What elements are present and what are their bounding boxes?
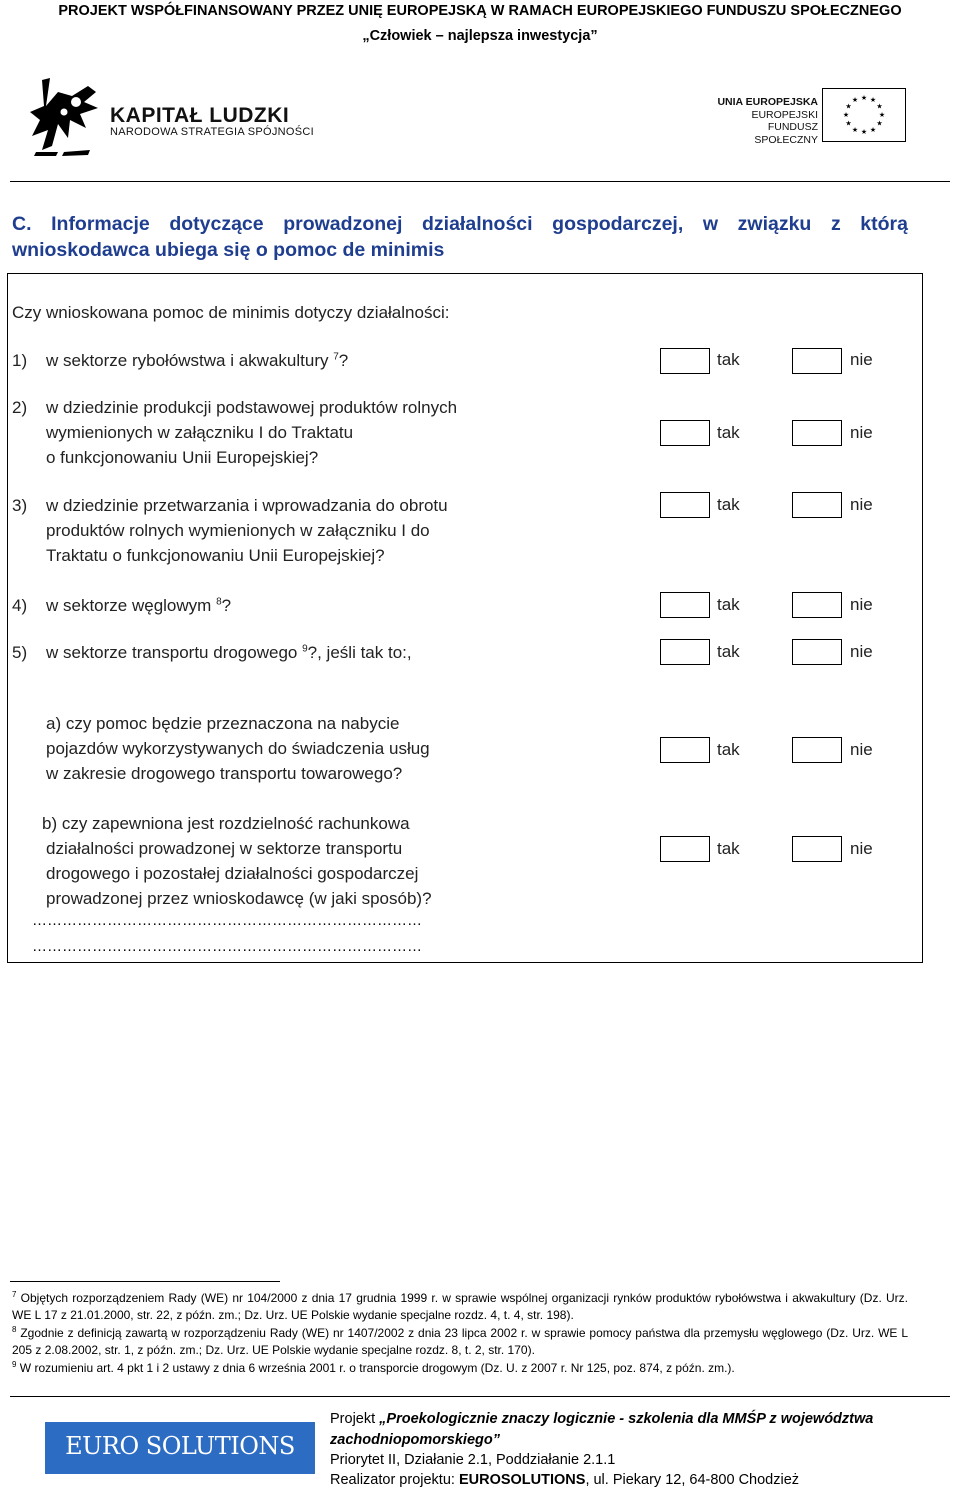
q4-yes-label: tak bbox=[717, 595, 740, 614]
svg-text:★: ★ bbox=[869, 126, 877, 134]
footnote-7: $^7$ Objętych rozporządzeniem Rady (WE) nr 104/2000 z dnia 17 grudnia 1999 r. w sprawie wspólnej organizacji rynków produktów rybołówstwa i akwakultury (Dz. Urz. WE L 17 z 21.01.2000, str. 22, z późn. zm.; Dz. Urz. UE Polskie wydanie specjalne rozdz. 4, t. 4, str. 198). bbox=[12, 1290, 908, 1322]
q3-yes-checkbox[interactable] bbox=[660, 492, 710, 518]
q5a-no-label: nie bbox=[850, 740, 873, 759]
eu-flag bbox=[822, 88, 906, 142]
question-5b-line1: b) czy zapewniona jest rozdzielność rachunkowa bbox=[42, 814, 410, 833]
header-slogan: „Człowiek – najlepsza inwestycja” bbox=[362, 28, 598, 44]
header-cofinancing-line: PROJEKT WSPÓŁFINANSOWANY PRZEZ UNIĘ EUROPEJSKĄ W RAMACH EUROPEJSKIEGO FUNDUSZU SPOŁECZNEGO bbox=[58, 3, 902, 19]
svg-text:★: ★ bbox=[876, 102, 883, 111]
q5a-yes-checkbox[interactable] bbox=[660, 737, 710, 763]
q2-yes-checkbox[interactable] bbox=[660, 420, 710, 446]
question-5b-line3: drogowego i pozostałej działalności gospodarczej bbox=[46, 864, 419, 883]
kapital-ludzki-subtitle: NARODOWA STRATEGIA SPÓJNOŚCI bbox=[110, 126, 314, 138]
svg-text:★: ★ bbox=[845, 102, 852, 111]
svg-text:★: ★ bbox=[876, 119, 883, 128]
question-5a-line2: pojazdów wykorzystywanych do świadczenia usług bbox=[46, 739, 430, 758]
ue-title: UNIA EUROPEJSKA bbox=[717, 96, 818, 108]
question-4 bbox=[12, 593, 612, 618]
question-5-text: w sektorze transportu drogowego $^9$?, jeśli tak to:, bbox=[46, 643, 412, 662]
question-2 bbox=[12, 395, 612, 470]
question-3-line1: w dziedzinie przetwarzania i wprowadzania do obrotu bbox=[46, 496, 448, 515]
footer-project-name-cont: zachodniopomorskiego” bbox=[330, 1432, 500, 1448]
svg-text:★: ★ bbox=[851, 126, 859, 134]
q5a-yes-label: tak bbox=[717, 740, 740, 759]
question-5b-line4: prowadzonej przez wnioskodawcę (w jaki sposób)? bbox=[46, 889, 432, 908]
footnote-ref-9: 9 bbox=[302, 643, 308, 655]
q5b-no-label: nie bbox=[850, 839, 873, 858]
kapital-ludzki-logo bbox=[28, 72, 106, 158]
section-title: C. Informacje dotyczące prowadzonej działalności gospodarczej, w związku z którą wnioskodawca ubiega się o pomoc de minimis bbox=[12, 213, 908, 261]
q5-no-label: nie bbox=[850, 642, 873, 661]
eu-stars-icon bbox=[823, 89, 905, 141]
svg-text:★: ★ bbox=[860, 94, 868, 102]
q2-no-label: nie bbox=[850, 423, 873, 442]
svg-text:★: ★ bbox=[869, 96, 877, 104]
q5-yes-label: tak bbox=[717, 642, 740, 661]
svg-text:★: ★ bbox=[860, 128, 868, 136]
question-5a-line1: a) czy pomoc będzie przeznaczona na nabycie bbox=[46, 714, 400, 733]
q5-no-checkbox[interactable] bbox=[792, 639, 842, 665]
question-5-number: 5) bbox=[12, 643, 28, 662]
footnote-9: $^9$ W rozumieniu art. 4 pkt 1 i 2 ustawy z dnia 6 września 2001 r. o transporcie drogowym (Dz. U. z 2007 r. Nr 125, poz. 874, z późn. zm.). bbox=[12, 1360, 735, 1375]
q2-no-checkbox[interactable] bbox=[792, 420, 842, 446]
q5a-no-checkbox[interactable] bbox=[792, 737, 842, 763]
footnote-ref-7: 7 bbox=[333, 351, 339, 363]
kapital-ludzki-emblem-icon bbox=[28, 72, 106, 158]
q1-no-checkbox[interactable] bbox=[792, 348, 842, 374]
q3-no-checkbox[interactable] bbox=[792, 492, 842, 518]
q3-yes-label: tak bbox=[717, 495, 740, 514]
question-3-number: 3) bbox=[12, 496, 28, 515]
question-5b-line2: działalności prowadzonej w sektorze transportu bbox=[46, 839, 403, 858]
question-3 bbox=[12, 493, 612, 568]
question-intro: Czy wnioskowana pomoc de minimis dotyczy działalności: bbox=[12, 303, 450, 322]
footer-divider bbox=[10, 1396, 950, 1397]
question-5a-line3: w zakresie drogowego transportu towarowego? bbox=[46, 764, 403, 783]
footer-project-name: „Proekologicznie znaczy logicznie - szkolenia dla MMŚP z województwa bbox=[379, 1411, 874, 1427]
q1-yes-label: tak bbox=[717, 350, 740, 369]
q3-no-label: nie bbox=[850, 495, 873, 514]
q4-yes-checkbox[interactable] bbox=[660, 592, 710, 618]
question-2-line3: o funkcjonowaniu Unii Europejskiej? bbox=[46, 448, 319, 467]
footer-realizator: Realizator projektu: EUROSOLUTIONS, ul. Piekary 12, 64-800 Chodzież bbox=[330, 1472, 800, 1488]
ue-fund-line1: EUROPEJSKI bbox=[751, 109, 818, 121]
question-4-text: w sektorze węglowym $^8$? bbox=[46, 596, 232, 615]
svg-text:★: ★ bbox=[842, 111, 850, 119]
question-4-number: 4) bbox=[12, 596, 28, 615]
q5b-yes-checkbox[interactable] bbox=[660, 836, 710, 862]
kapital-ludzki-title: KAPITAŁ LUDZKI bbox=[110, 104, 290, 127]
ue-fund-line2: FUNDUSZ SPOŁECZNY bbox=[754, 121, 818, 146]
question-5 bbox=[12, 640, 612, 665]
q5-yes-checkbox[interactable] bbox=[660, 639, 710, 665]
question-2-line2: wymienionych w załączniku I do Traktatu bbox=[46, 423, 354, 442]
eurosolutions-logo-text: EURO SOLUTIONS bbox=[65, 1432, 295, 1460]
q5b-no-checkbox[interactable] bbox=[792, 836, 842, 862]
q5b-yes-label: tak bbox=[717, 839, 740, 858]
q1-yes-checkbox[interactable] bbox=[660, 348, 710, 374]
footer-priority: Priorytet II, Działanie 2.1, Poddziałanie 2.1.1 bbox=[330, 1452, 616, 1468]
question-1-text: w sektorze rybołówstwa i akwakultury $^7$? bbox=[46, 351, 349, 370]
question-2-line1: w dziedzinie produkcji podstawowej produktów rolnych bbox=[46, 398, 458, 417]
footer-project: Projekt „Proekologicznie znaczy logicznie - szkolenia dla MMŚP z województwa bbox=[330, 1411, 874, 1427]
answer-dotted-line-2[interactable]: …………………………………………………………………… bbox=[32, 938, 422, 955]
header-divider bbox=[10, 181, 950, 182]
q4-no-label: nie bbox=[850, 595, 873, 614]
footnote-ref-8: 8 bbox=[216, 596, 222, 608]
svg-text:★: ★ bbox=[845, 119, 852, 128]
svg-text:★: ★ bbox=[878, 111, 886, 119]
question-3-line2: produktów rolnych wymienionych w załączniku I do bbox=[46, 521, 430, 540]
question-2-number: 2) bbox=[12, 398, 28, 417]
question-1 bbox=[12, 348, 612, 373]
svg-text:★: ★ bbox=[851, 96, 859, 104]
footnote-8: $^8$ Zgodnie z definicją zawartą w rozporządzeniu Rady (WE) nr 1407/2002 z dnia 23 lipca 2002 r. w sprawie pomocy państwa dla przemysłu węglowego (Dz. Urz. WE L 205 z 2.08.2002, str. 1, z późn. zm.; Dz. Urz. UE Polskie wydanie specjalne rozdz. 8, t. 2, str. 170). bbox=[12, 1325, 908, 1357]
question-3-line3: Traktatu o funkcjonowaniu Unii Europejskiej? bbox=[46, 546, 385, 565]
eurosolutions-logo bbox=[45, 1422, 315, 1474]
q2-yes-label: tak bbox=[717, 423, 740, 442]
answer-dotted-line-1[interactable]: …………………………………………………………………… bbox=[32, 912, 422, 929]
q1-no-label: nie bbox=[850, 350, 873, 369]
footer-realizator-name: EUROSOLUTIONS bbox=[458, 1472, 586, 1488]
footnote-separator bbox=[10, 1281, 280, 1282]
question-1-number: 1) bbox=[12, 351, 28, 370]
q4-no-checkbox[interactable] bbox=[792, 592, 842, 618]
